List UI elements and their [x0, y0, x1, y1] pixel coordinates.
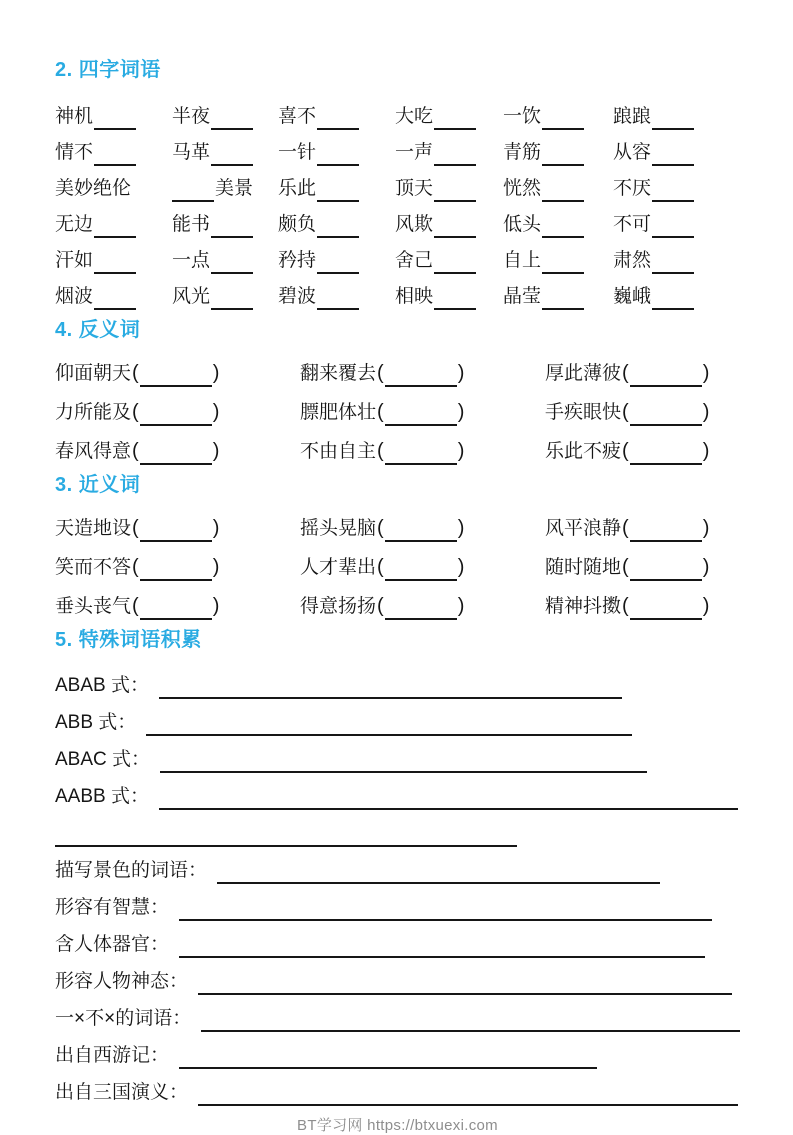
answer-blank-line [317, 140, 359, 166]
answer-blank-line [94, 212, 136, 238]
answer-blank-line [652, 248, 694, 274]
word-item [613, 274, 740, 310]
word-item [613, 166, 740, 202]
word-stem: 风光 [172, 286, 211, 307]
prompt-word: 不由自主 [300, 441, 377, 462]
antonym-item [55, 426, 300, 465]
fill-label: 形容人物神态： [55, 971, 189, 992]
fill-row-wisdom [55, 884, 740, 921]
synonym-item [300, 581, 545, 620]
answer-blank-line [160, 746, 647, 773]
fill-row-body-organ [55, 921, 740, 958]
word-item [172, 238, 278, 274]
word-stem: 自上 [503, 250, 542, 271]
answer-blank-line [140, 554, 212, 581]
answer-blank-line [172, 176, 214, 202]
word-item [503, 130, 613, 166]
answer-blank-line [140, 360, 212, 387]
answer-blank-line [140, 593, 212, 620]
answer-blank-line [198, 968, 732, 995]
word-item [503, 238, 613, 274]
answer-blank-line [652, 140, 694, 166]
antonym-item [545, 426, 740, 465]
synonym-item [300, 542, 545, 581]
fill-row-abac [55, 736, 740, 773]
fill-row-abb [55, 699, 740, 736]
answer-blank-line [94, 284, 136, 310]
paren-close: ) [457, 440, 465, 462]
answer-blank-line [385, 593, 457, 620]
section-heading-special-words: 5. 特殊词语积累 [55, 629, 202, 651]
word-item [395, 202, 503, 238]
word-stem: 一饮 [503, 106, 542, 127]
answer-blank-line [179, 1042, 597, 1069]
answer-blank-line [542, 176, 584, 202]
word-stem: 情不 [55, 142, 94, 163]
paren-open: ( [132, 556, 139, 578]
prompt-word: 天造地设 [55, 518, 132, 539]
paren-open: ( [622, 517, 629, 539]
word-stem: 从容 [613, 142, 652, 163]
paren-close: ) [457, 595, 465, 617]
word-item [395, 166, 503, 202]
paren-open: ( [377, 556, 384, 578]
answer-blank-line [385, 360, 457, 387]
word-stem: 相映 [395, 286, 434, 307]
answer-blank-line [630, 554, 702, 581]
answer-blank-line [385, 554, 457, 581]
antonym-item [545, 348, 740, 387]
answer-blank-line [385, 438, 457, 465]
answer-blank-line [434, 212, 476, 238]
word-item [55, 238, 172, 274]
prompt-word: 膘肥体壮 [300, 402, 377, 423]
paren-open: ( [377, 517, 384, 539]
fill-row-abab [55, 662, 740, 699]
word-item [395, 130, 503, 166]
paren-close: ) [212, 440, 220, 462]
section-heading-antonyms: 4. 反义词 [55, 319, 141, 341]
fill-label: AABB 式： [55, 786, 149, 807]
answer-blank-line [652, 176, 694, 202]
antonym-item [300, 426, 545, 465]
answer-blank-line [652, 284, 694, 310]
synonyms-grid [55, 503, 740, 620]
word-stem: 马革 [172, 142, 211, 163]
word-item [55, 274, 172, 310]
word-stem: 汗如 [55, 250, 94, 271]
answer-blank-line [179, 894, 712, 921]
prompt-word: 笑而不答 [55, 557, 132, 578]
answer-blank-line [140, 438, 212, 465]
word-stem: 晶莹 [503, 286, 542, 307]
answer-blank-line [211, 284, 253, 310]
word-stem: 舍己 [395, 250, 434, 271]
paren-open: ( [377, 362, 384, 384]
answer-blank-line [652, 212, 694, 238]
word-item [172, 94, 278, 130]
answer-blank-line [140, 399, 212, 426]
word-stem: 恍然 [503, 178, 542, 199]
answer-blank-line [542, 284, 584, 310]
answer-blank-line [630, 515, 702, 542]
paren-close: ) [212, 362, 220, 384]
fill-label: ABAC 式： [55, 749, 151, 770]
synonym-item [55, 503, 300, 542]
word-item [172, 202, 278, 238]
word-item [55, 202, 172, 238]
answer-blank-line [94, 140, 136, 166]
paren-close: ) [212, 401, 220, 423]
four-char-word-grid [55, 94, 740, 310]
fill-label: ABB 式： [55, 712, 137, 733]
antonym-item [55, 348, 300, 387]
fill-row-continuation [55, 810, 740, 847]
section-heading-synonyms: 3. 近义词 [55, 474, 141, 496]
answer-blank-line [179, 931, 705, 958]
prompt-word: 人才辈出 [300, 557, 377, 578]
answer-blank-line [317, 248, 359, 274]
answer-blank-line [434, 104, 476, 130]
fill-row-demeanor [55, 958, 740, 995]
paren-open: ( [377, 401, 384, 423]
paren-close: ) [702, 401, 710, 423]
synonym-item [300, 503, 545, 542]
paren-open: ( [132, 401, 139, 423]
synonym-item [545, 542, 740, 581]
word-item [613, 130, 740, 166]
paren-open: ( [622, 440, 629, 462]
fill-row-one-x-not-x [55, 995, 740, 1032]
paren-close: ) [457, 401, 465, 423]
antonyms-grid [55, 348, 740, 465]
word-item [278, 238, 395, 274]
answer-blank-line [94, 248, 136, 274]
word-stem: 碧波 [278, 286, 317, 307]
answer-blank-line [434, 284, 476, 310]
paren-close: ) [457, 362, 465, 384]
fill-label: 出自三国演义： [55, 1082, 189, 1103]
answer-blank-line [211, 140, 253, 166]
fill-row-scenery [55, 847, 740, 884]
word-stem: 低头 [503, 214, 542, 235]
prompt-word: 翻来覆去 [300, 363, 377, 384]
word-item-complete [55, 166, 172, 202]
prompt-word: 力所能及 [55, 402, 132, 423]
prompt-word: 仰面朝天 [55, 363, 132, 384]
answer-blank-line [211, 104, 253, 130]
answer-blank-line [317, 104, 359, 130]
word-stem: 不可 [613, 214, 652, 235]
answer-blank-line [217, 857, 660, 884]
answer-blank-line [94, 104, 136, 130]
answer-blank-line [542, 212, 584, 238]
paren-open: ( [132, 517, 139, 539]
word-stem: 矜持 [278, 250, 317, 271]
paren-open: ( [132, 595, 139, 617]
word-item [278, 166, 395, 202]
fill-label: ABAB 式： [55, 675, 149, 696]
word-item [278, 274, 395, 310]
word-item [503, 274, 613, 310]
word-stem: 不厌 [613, 178, 652, 199]
word-item [613, 202, 740, 238]
word-item [172, 274, 278, 310]
answer-blank-line [317, 176, 359, 202]
paren-open: ( [377, 595, 384, 617]
answer-blank-line [140, 515, 212, 542]
fill-label: 描写景色的词语： [55, 860, 208, 881]
word-stem: 大吃 [395, 106, 434, 127]
word-item [395, 94, 503, 130]
word-item [613, 94, 740, 130]
fill-label: 形容有智慧： [55, 897, 170, 918]
antonym-item [55, 387, 300, 426]
footer-watermark: BT学习网 https://btxuexi.com [297, 1117, 498, 1134]
paren-open: ( [132, 362, 139, 384]
special-words-rows [55, 662, 740, 1106]
word-item [503, 94, 613, 130]
paren-close: ) [212, 595, 220, 617]
word-stem: 神机 [55, 106, 94, 127]
word-stem: 美妙绝伦 [55, 178, 132, 199]
fill-row-journey-west [55, 1032, 740, 1069]
word-stem: 顶天 [395, 178, 434, 199]
fill-label: 一×不×的词语： [55, 1008, 192, 1029]
answer-blank-line [542, 248, 584, 274]
answer-blank-line [385, 399, 457, 426]
answer-blank-line [434, 248, 476, 274]
answer-blank-line [317, 284, 359, 310]
answer-blank-line [159, 672, 622, 699]
word-stem: 半夜 [172, 106, 211, 127]
answer-blank-line [542, 140, 584, 166]
answer-blank-line [434, 176, 476, 202]
word-item [395, 274, 503, 310]
paren-open: ( [622, 595, 629, 617]
answer-blank-line [630, 593, 702, 620]
prompt-word: 乐此不疲 [545, 441, 622, 462]
word-stem: 一声 [395, 142, 434, 163]
paren-close: ) [457, 556, 465, 578]
paren-close: ) [457, 517, 465, 539]
word-stem: 烟波 [55, 286, 94, 307]
synonym-item [55, 581, 300, 620]
paren-close: ) [212, 517, 220, 539]
antonym-item [300, 387, 545, 426]
word-stem: 无边 [55, 214, 94, 235]
word-item [278, 202, 395, 238]
answer-blank-line [211, 212, 253, 238]
paren-close: ) [702, 595, 710, 617]
word-stem: 一针 [278, 142, 317, 163]
answer-blank-line [201, 1005, 740, 1032]
paren-open: ( [132, 440, 139, 462]
word-stem: 踉踉 [613, 106, 652, 127]
prompt-word: 手疾眼快 [545, 402, 622, 423]
word-item [613, 238, 740, 274]
section-heading-four-char-words: 2. 四字词语 [55, 59, 161, 81]
paren-close: ) [212, 556, 220, 578]
paren-open: ( [622, 556, 629, 578]
fill-row-aabb [55, 773, 740, 810]
paren-close: ) [702, 440, 710, 462]
word-stem: 肃然 [613, 250, 652, 271]
prompt-word: 春风得意 [55, 441, 132, 462]
answer-blank-line [630, 360, 702, 387]
word-stem: 巍峨 [613, 286, 652, 307]
paren-open: ( [622, 401, 629, 423]
word-item [503, 202, 613, 238]
answer-blank-line [55, 820, 517, 847]
synonym-item [55, 542, 300, 581]
fill-label: 出自西游记： [55, 1045, 170, 1066]
prompt-word: 得意扬扬 [300, 596, 377, 617]
paren-close: ) [702, 362, 710, 384]
answer-blank-line [198, 1079, 738, 1106]
answer-blank-line [434, 140, 476, 166]
word-item-blank-first [172, 166, 278, 202]
word-item [395, 238, 503, 274]
synonym-item [545, 503, 740, 542]
prompt-word: 风平浪静 [545, 518, 622, 539]
word-item [278, 94, 395, 130]
fill-label: 含人体器官： [55, 934, 170, 955]
word-stem: 美景 [215, 178, 254, 199]
word-stem: 颇负 [278, 214, 317, 235]
paren-open: ( [622, 362, 629, 384]
word-item [55, 130, 172, 166]
prompt-word: 垂头丧气 [55, 596, 132, 617]
answer-blank-line [146, 709, 632, 736]
paren-open: ( [377, 440, 384, 462]
answer-blank-line [317, 212, 359, 238]
answer-blank-line [211, 248, 253, 274]
word-stem: 一点 [172, 250, 211, 271]
prompt-word: 随时随地 [545, 557, 622, 578]
word-stem: 青筋 [503, 142, 542, 163]
answer-blank-line [630, 438, 702, 465]
synonym-item [545, 581, 740, 620]
antonym-item [545, 387, 740, 426]
word-stem: 风欺 [395, 214, 434, 235]
prompt-word: 摇头晃脑 [300, 518, 377, 539]
word-item [172, 130, 278, 166]
word-item [278, 130, 395, 166]
answer-blank-line [159, 783, 738, 810]
answer-blank-line [630, 399, 702, 426]
fill-row-three-kingdoms [55, 1069, 740, 1106]
answer-blank-line [652, 104, 694, 130]
prompt-word: 精神抖擞 [545, 596, 622, 617]
answer-blank-line [542, 104, 584, 130]
word-item [503, 166, 613, 202]
paren-close: ) [702, 517, 710, 539]
word-stem: 喜不 [278, 106, 317, 127]
answer-blank-line [385, 515, 457, 542]
word-item [55, 94, 172, 130]
antonym-item [300, 348, 545, 387]
word-stem: 乐此 [278, 178, 317, 199]
paren-close: ) [702, 556, 710, 578]
prompt-word: 厚此薄彼 [545, 363, 622, 384]
word-stem: 能书 [172, 214, 211, 235]
